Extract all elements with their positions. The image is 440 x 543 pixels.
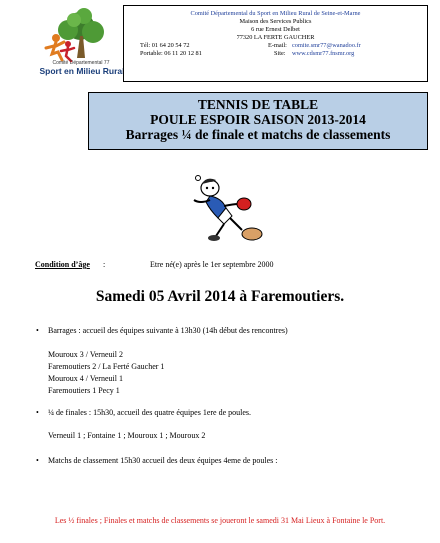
condition-colon: : [103,260,106,269]
contact-header-box [123,5,428,82]
barrage-match: Mouroux 3 / Verneuil 2 [48,350,123,359]
barrages-heading: Barrages : accueil des équipes suivante à 13h30 (14h début des rencontres) [48,326,288,335]
header-email-label: E-mail: [268,42,287,49]
quarter-finals-heading: ¼ de finales : 15h30, accueil des quatre équipes 1ere de poules. [48,408,252,417]
header-site-label: Site: [274,50,286,57]
title-line1: TENNIS DE TABLE [197,97,319,112]
logo-org-line2: Sport en Milieu Rural [39,66,125,76]
header-mobile: Portable: 06 11 20 12 81 [140,50,202,57]
logo-org-line1: Comité Départemental 77 [52,60,110,66]
bullet-icon: • [36,326,39,335]
title-line2: POULE ESPOIR SAISON 2013-2014 [150,112,366,127]
title-line3: Barrages ¼ de finale et matchs de classements [125,127,391,142]
header-street: 6 rue Ernest Delbet [251,26,300,33]
header-city: 77320 LA FERTE GAUCHER [236,34,315,41]
header-org-name: Comité Départemental du Sport en Milieu Rural de Seine-et-Marne [190,10,361,17]
header-tel: Tél: 01 64 20 54 72 [140,42,190,49]
header-building: Maison des Services Publics [239,18,312,25]
bullet-icon: • [36,408,39,417]
bullet-icon: • [36,456,39,465]
table-tennis-player-illustration [180,164,268,246]
condition-text: Etre né(e) après le 1er septembre 2000 [150,260,274,269]
footer-note: Les ½ finales ; Finales et matchs de classements se joueront le samedi 31 Mai Lieux à Fontaine le Port. [54,516,386,525]
title-box [88,92,428,150]
barrage-match: Faremoutiers 1 Pecy 1 [48,386,120,395]
condition-label: Condition d’âge [35,260,90,269]
barrage-match: Mouroux 4 / Verneuil 1 [48,374,123,383]
classement-heading: Matchs de classement 15h30 accueil des deux équipes 4eme de poules : [48,456,278,465]
barrage-match: Faremoutiers 2 / La Ferté Gaucher 1 [48,362,165,371]
header-site[interactable]: www.cdsmr77.fnsmr.org [292,50,355,57]
event-date-heading: Samedi 05 Avril 2014 à Faremoutiers. [95,288,345,305]
table-tennis-player-icon [180,164,268,246]
header-email[interactable]: comite.smr77@wanadoo.fr [292,42,361,49]
quarter-finals-teams: Verneuil 1 ; Fontaine 1 ; Mouroux 1 ; Mouroux 2 [48,431,206,440]
